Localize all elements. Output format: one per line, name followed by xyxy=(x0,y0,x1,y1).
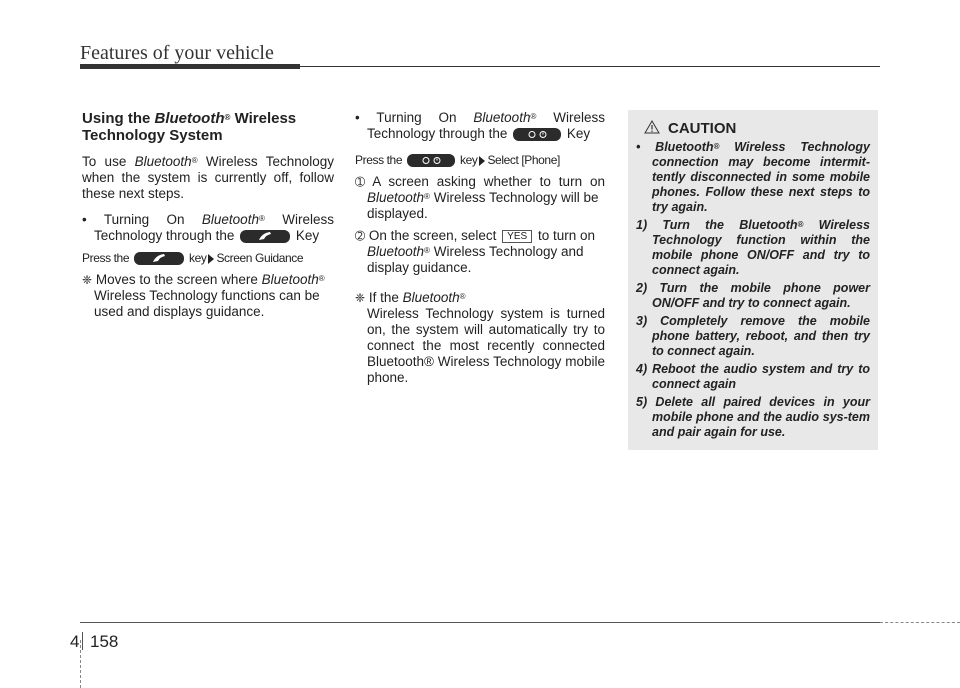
caution-body xyxy=(636,140,870,443)
phone-key-icon xyxy=(134,252,184,265)
m-note-post: Wireless Technology system is turned on, the system will automatically try to connect the most recently connected Bluetooth® Wireless Technology mobile phone. xyxy=(367,306,605,385)
step-1-continuation xyxy=(355,190,605,222)
step-2-reg: ® xyxy=(424,246,430,255)
step-2-post: Wireless Technology and display guidance. xyxy=(367,244,584,275)
intro-paragraph xyxy=(82,154,334,202)
m-bullet-bt: Bluetooth xyxy=(473,110,531,125)
step-2-continuation xyxy=(355,244,605,276)
section-heading xyxy=(82,110,334,144)
caution-item: 5) Delete all paired devices in your mobile phone and the audio sys-tem and pair again for use. xyxy=(636,395,870,439)
m-note-continuation xyxy=(355,306,605,386)
heading-text-post: Wireless Technology System xyxy=(82,110,297,144)
intro-reg: ® xyxy=(191,156,198,165)
m-bullet-line2-text: Technology through the xyxy=(367,126,508,141)
intro-bt: Bluetooth xyxy=(134,154,192,169)
m-press-line xyxy=(355,152,605,168)
m-note-pre: If the xyxy=(368,290,403,305)
step-1-post: Wireless Technology will be displayed. xyxy=(367,190,599,221)
step-1-symbol: ➀ xyxy=(355,175,366,189)
press-line xyxy=(82,250,334,266)
note-post: Wireless Technology functions can be used and displays guidance. xyxy=(94,288,320,319)
m-note-symbol: ❈ xyxy=(355,291,366,305)
bullet-reg: ® xyxy=(258,214,265,223)
caution-item: 3) Completely remove the mobile phone battery, reboot, and then try to connect again. xyxy=(636,314,870,358)
bullet-pre: • Turning On xyxy=(82,212,202,227)
page-number: 158 xyxy=(90,632,119,651)
bullet-bt: Bluetooth xyxy=(201,212,259,227)
m-press-mid: key xyxy=(459,153,478,167)
step-1-reg: ® xyxy=(424,192,430,201)
m-press-pre: Press the xyxy=(355,153,403,167)
caution-item-1-post: Wireless Technology function within the mobile phone ON/OFF and try to connect again. xyxy=(652,218,870,277)
bullet-line2 xyxy=(82,228,334,244)
step-1-bt: Bluetooth xyxy=(367,190,425,205)
m-note-reg: ® xyxy=(459,292,466,301)
m-bullet-reg: ® xyxy=(530,112,537,121)
m-bullet-post: Wireless xyxy=(536,110,605,125)
caution-item-0-pre: • Bluetooth xyxy=(636,140,714,154)
m-press-post: Select [Phone] xyxy=(487,153,560,167)
caution-item xyxy=(636,218,870,278)
intro-pre: To use xyxy=(82,154,135,169)
note-reg: ® xyxy=(318,274,325,283)
caution-item xyxy=(636,140,870,215)
bullet-key-text: Key xyxy=(295,228,320,243)
note-bt: Bluetooth xyxy=(261,272,319,287)
header-rule xyxy=(300,66,880,67)
caution-item: 2) Turn the mobile phone power ON/OFF and try to connect again. xyxy=(636,281,870,310)
arrow-right-icon xyxy=(479,156,485,166)
step-2-mid: to turn on xyxy=(537,228,595,243)
caution-item: 4) Reboot the audio system and try to connect again xyxy=(636,362,870,391)
middle-column xyxy=(355,110,605,386)
intro-post: Wireless Technology when the system is currently off, follow these next steps. xyxy=(82,154,335,201)
step-2 xyxy=(355,228,605,244)
step-1 xyxy=(355,174,605,190)
note-continuation xyxy=(82,288,334,320)
footer-rule xyxy=(80,622,880,623)
page-number-separator xyxy=(82,632,83,650)
step-2-symbol: ➁ xyxy=(355,229,366,243)
caution-item-1-pre: 1) Turn the Bluetooth xyxy=(636,218,798,232)
bullet-line2-text: Technology through the xyxy=(94,228,235,243)
caution-title-text: CAUTION xyxy=(668,120,737,137)
yes-button-label: YES xyxy=(502,230,532,243)
note-symbol: ❈ xyxy=(82,273,93,287)
step-2-pre: On the screen, select xyxy=(368,228,497,243)
arrow-right-icon xyxy=(208,254,214,264)
m-note-bt: Bluetooth xyxy=(402,290,460,305)
caution-title xyxy=(644,120,736,137)
bullet-turn-on-setup xyxy=(355,110,605,126)
caution-item-1-reg: ® xyxy=(797,220,804,229)
heading-text: Using the xyxy=(82,110,155,127)
step-1-pre: A screen asking whether to turn on xyxy=(372,174,605,189)
setup-key-icon xyxy=(513,128,561,141)
caution-item-0-post: Wireless Technology connection may become intermit-tently disconnected in some mobile phones. Follow these next steps to try again. xyxy=(652,140,870,214)
left-column xyxy=(82,110,334,320)
note-pre: Moves to the screen where xyxy=(95,272,262,287)
m-bullet-pre: • Turning On xyxy=(355,110,474,125)
header-bar xyxy=(80,64,300,69)
caution-item-0-reg: ® xyxy=(713,142,720,151)
setup-key-icon xyxy=(407,154,455,167)
page-header-title: Features of your vehicle xyxy=(80,42,274,64)
note-paragraph xyxy=(82,272,334,288)
step-2-bt: Bluetooth xyxy=(367,244,425,259)
press-post: Screen Guidance xyxy=(216,251,304,265)
caution-box xyxy=(628,110,878,450)
press-pre: Press the xyxy=(82,251,130,265)
bullet-post: Wireless xyxy=(264,212,334,227)
footer-dash-horizontal xyxy=(880,622,960,623)
phone-key-icon xyxy=(240,230,290,243)
warning-triangle-icon xyxy=(644,120,660,134)
press-mid: key xyxy=(188,251,207,265)
heading-bt: Bluetooth xyxy=(154,110,225,127)
m-note xyxy=(355,290,605,306)
m-bullet-key: Key xyxy=(566,126,591,141)
heading-reg: ® xyxy=(224,113,231,122)
bullet-turn-on xyxy=(82,212,334,228)
chapter-number: 4 xyxy=(70,632,80,651)
m-bullet-line2 xyxy=(355,126,605,142)
footer-dash-vertical xyxy=(80,640,81,688)
